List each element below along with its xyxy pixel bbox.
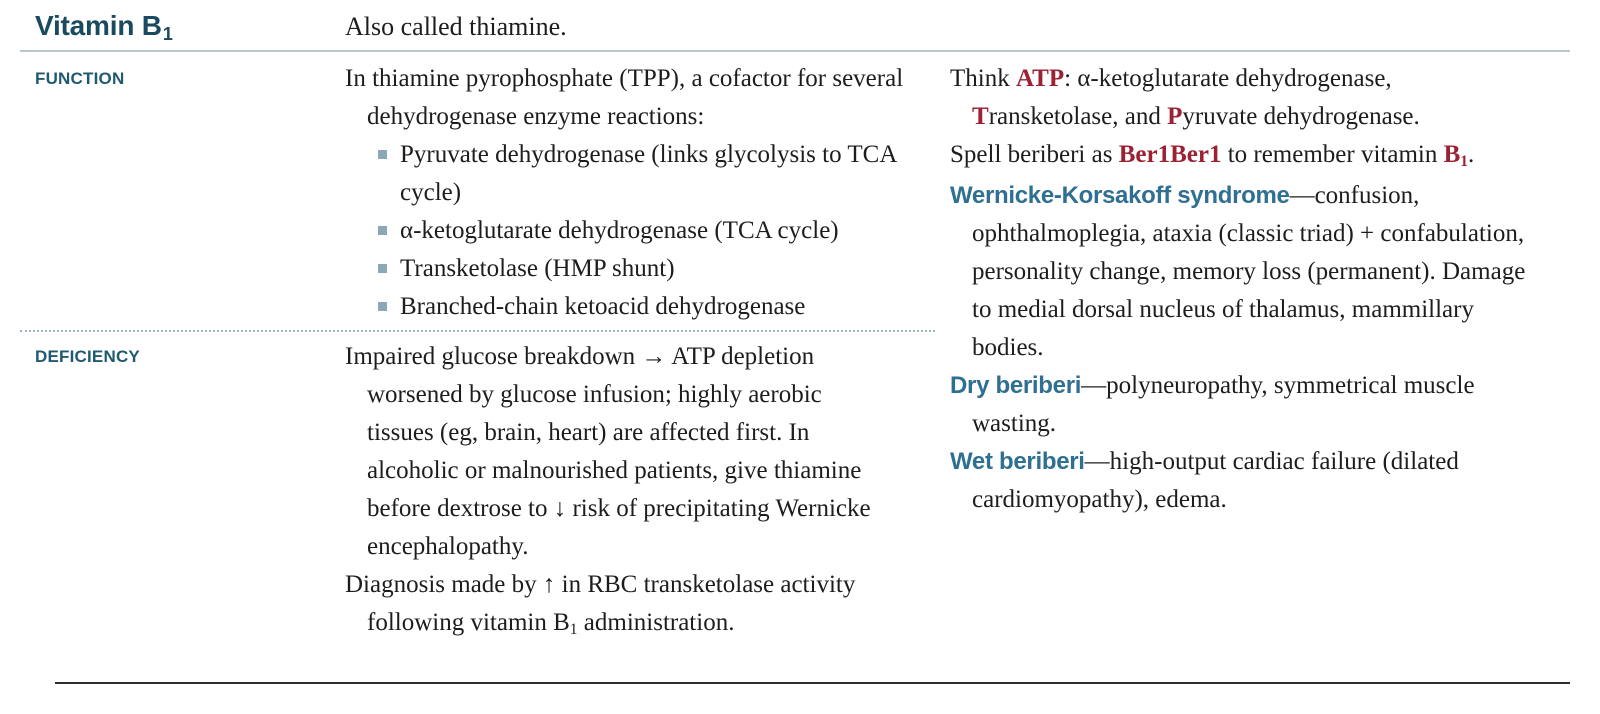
highlight-term: Wet beriberi [950,448,1085,475]
row-label-function: FUNCTION [35,69,125,88]
mnemonics-column [935,60,1570,645]
list-item [378,212,917,250]
row-divider [20,330,935,338]
text-segment: Impaired glucose breakdown → ATP depletion worsened by glucose infusion; highly aerobic tissues (eg, brain, heart) are affected first. In alcoholic or malnourished patients, give thiamine before dextrose to ↓ risk of precipitating Wernicke encephalopathy. [345,343,871,560]
function-content [345,60,935,330]
mnemonic-accent: P [1167,103,1183,130]
paragraph [950,60,1535,136]
text-segment: Spell beriberi as [950,141,1119,168]
text-segment: —polyneuropathy, symmetrical muscle wasting. [972,372,1475,437]
mnemonic-accent: Ber1Ber1 [1118,141,1222,168]
text-segment: α-ketoglutarate dehydrogenase (TCA cycle) [400,217,839,244]
list-item [378,136,917,212]
bullet-list [378,136,917,326]
page-title [35,8,345,47]
list-item [378,288,917,326]
bullet-square-icon [378,150,387,159]
list-item [378,250,917,288]
paragraph [345,338,890,566]
text-segment: Pyruvate dehydrogenase (links glycolysis to TCA cycle) [400,141,897,206]
text-segment: In thiamine pyrophosphate (TPP), a cofactor for several dehydrogenase enzyme reactions: [345,65,904,130]
entry-header [35,8,1570,47]
mnemonic-accent: ATP [1015,65,1065,92]
text-segment: yruvate dehydrogenase. [1182,103,1420,130]
text-segment: to remember vitamin [1221,141,1444,168]
header-divider [20,50,1570,52]
highlight-term: Dry beriberi [950,372,1082,399]
paragraph [345,566,890,645]
mnemonic-accent: B [1443,141,1461,168]
text-segment: —high-output cardiac failure (dilated cardiomyopathy), edema. [972,448,1459,513]
entry-table [35,60,1570,645]
paragraph [950,177,1535,367]
title-subscript: 1 [162,23,173,44]
text-segment: administration. [577,609,735,636]
page-bottom-rule [55,682,1570,684]
deficiency-content [345,338,935,645]
mnemonic-accent: 1 [1460,153,1469,171]
mnemonic-accent: T [972,103,989,130]
paragraph [950,367,1535,443]
subscript: 1 [569,621,578,639]
text-segment: Think [950,65,1016,92]
text-segment: Diagnosis made by ↑ in RBC transketolase activity following vitamin B [345,571,856,636]
row-label-deficiency: DEFICIENCY [35,347,140,366]
paragraph [950,443,1535,519]
page-title-text: Vitamin B [35,10,162,41]
bullet-square-icon [378,226,387,235]
text-segment: Branched-chain ketoacid dehydrogenase [400,293,806,320]
paragraph [950,136,1535,177]
bullet-square-icon [378,264,387,273]
entry-subtitle: Also called thiamine. [345,12,567,41]
bullet-square-icon [378,302,387,311]
text-segment: . [1468,141,1475,168]
paragraph [345,60,917,136]
text-segment: —confusion, ophthalmoplegia, ataxia (classic triad) + confabulation, personality change, memory loss (permanent). Damage to medial dorsal nucleus of thalamus, mammillary bodies. [972,182,1526,361]
text-segment: ransketolase, and [988,103,1168,130]
highlight-term: Wernicke-Korsakoff syndrome [950,182,1290,209]
text-segment: Transketolase (HMP shunt) [400,255,675,282]
text-segment: : α-ketoglutarate dehydrogenase, [1064,65,1392,92]
